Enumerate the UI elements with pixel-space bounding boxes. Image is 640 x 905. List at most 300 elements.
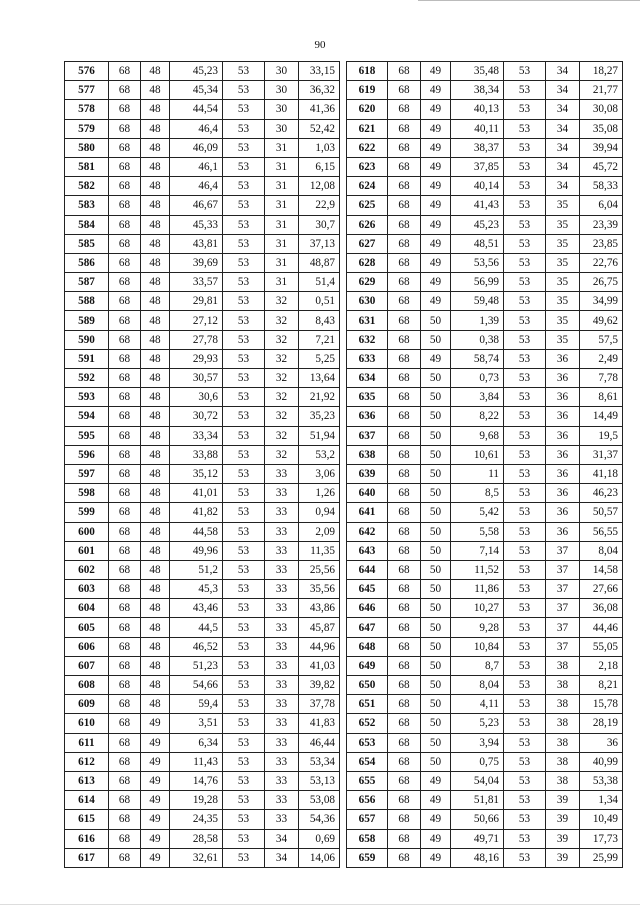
table-cell: 14,76 [170, 771, 223, 790]
table-cell: 53 [504, 560, 546, 579]
table-row [347, 426, 623, 445]
table-row [347, 580, 623, 599]
table-cell: 32 [265, 407, 299, 426]
table-cell: 53 [504, 541, 546, 560]
table-cell: 53 [504, 330, 546, 349]
table-cell: 35 [546, 273, 580, 292]
table-cell: 8,04 [451, 676, 504, 695]
table-cell: 53 [223, 599, 265, 618]
table-cell: 49 [421, 119, 451, 138]
table-cell: 68 [109, 311, 141, 330]
table-cell: 30 [265, 81, 299, 100]
table-row [65, 330, 340, 349]
row-number-cell: 590 [65, 330, 109, 349]
table-cell: 31 [265, 234, 299, 253]
table-cell: 36 [546, 503, 580, 522]
table-cell: 53 [223, 426, 265, 445]
row-number-cell: 658 [347, 829, 388, 848]
table-cell: 48 [141, 311, 170, 330]
table-cell: 49 [421, 791, 451, 810]
table-cell: 24,35 [170, 810, 223, 829]
row-number-cell: 603 [65, 580, 109, 599]
table-cell: 44,5 [170, 618, 223, 637]
table-cell: 48 [141, 369, 170, 388]
table-cell: 32 [265, 330, 299, 349]
table-cell: 53 [223, 388, 265, 407]
table-cell: 44,96 [299, 637, 340, 656]
table-cell: 36,08 [580, 599, 623, 618]
table-cell: 44,58 [170, 522, 223, 541]
row-number-cell: 582 [65, 177, 109, 196]
row-number-cell: 578 [65, 100, 109, 119]
table-cell: 53 [504, 426, 546, 445]
table-cell: 68 [388, 484, 421, 503]
table-cell: 32 [265, 426, 299, 445]
table-cell: 0,75 [451, 752, 504, 771]
table-cell: 3,94 [451, 733, 504, 752]
row-number-cell: 623 [347, 157, 388, 176]
table-cell: 37 [546, 599, 580, 618]
row-number-cell: 628 [347, 253, 388, 272]
page-number: 90 [314, 39, 326, 51]
table-cell: 29,81 [170, 292, 223, 311]
table-cell: 30,08 [580, 100, 623, 119]
table-row [65, 752, 340, 771]
table-cell: 33 [265, 580, 299, 599]
table-row [347, 100, 623, 119]
table-row [65, 62, 340, 81]
table-cell: 49 [421, 157, 451, 176]
table-cell: 53 [504, 292, 546, 311]
table-cell: 53 [223, 791, 265, 810]
table-row [65, 848, 340, 867]
table-row [347, 62, 623, 81]
table-cell: 68 [388, 215, 421, 234]
table-cell: 68 [388, 273, 421, 292]
table-cell: 30 [265, 119, 299, 138]
table-cell: 68 [388, 311, 421, 330]
table-cell: 1,26 [299, 484, 340, 503]
table-cell: 68 [109, 62, 141, 81]
table-cell: 53 [223, 503, 265, 522]
table-cell: 33 [265, 560, 299, 579]
table-cell: 49 [421, 292, 451, 311]
table-row [65, 426, 340, 445]
table-row [347, 273, 623, 292]
row-number-cell: 604 [65, 599, 109, 618]
table-cell: 39 [546, 829, 580, 848]
table-cell: 9,68 [451, 426, 504, 445]
table-cell: 53 [504, 196, 546, 215]
table-cell: 30 [265, 100, 299, 119]
table-cell: 50 [421, 656, 451, 675]
table-cell: 37,78 [299, 695, 340, 714]
row-number-cell: 647 [347, 618, 388, 637]
table-cell: 53 [504, 464, 546, 483]
table-cell: 53 [223, 541, 265, 560]
table-cell: 22,76 [580, 253, 623, 272]
table-row [65, 119, 340, 138]
table-cell: 22,9 [299, 196, 340, 215]
row-number-cell: 632 [347, 330, 388, 349]
table-cell: 34 [265, 848, 299, 867]
table-cell: 68 [109, 292, 141, 311]
table-cell: 56,99 [451, 273, 504, 292]
table-cell: 32 [265, 292, 299, 311]
table-cell: 53 [504, 771, 546, 790]
row-number-cell: 630 [347, 292, 388, 311]
table-cell: 33 [265, 810, 299, 829]
table-row [65, 560, 340, 579]
table-cell: 41,36 [299, 100, 340, 119]
table-cell: 44,54 [170, 100, 223, 119]
row-number-cell: 620 [347, 100, 388, 119]
table-cell: 43,81 [170, 234, 223, 253]
table-cell: 49 [421, 848, 451, 867]
row-number-cell: 615 [65, 810, 109, 829]
table-cell: 17,73 [580, 829, 623, 848]
table-cell: 68 [388, 714, 421, 733]
table-cell: 68 [109, 464, 141, 483]
row-number-cell: 607 [65, 656, 109, 675]
table-cell: 49 [421, 215, 451, 234]
table-cell: 5,58 [451, 522, 504, 541]
table-cell: 11,52 [451, 560, 504, 579]
table-cell: 19,28 [170, 791, 223, 810]
table-cell: 68 [388, 369, 421, 388]
table-cell: 38 [546, 771, 580, 790]
table-row [347, 445, 623, 464]
table-row [347, 656, 623, 675]
table-cell: 37,85 [451, 157, 504, 176]
table-cell: 53 [223, 273, 265, 292]
table-cell: 68 [388, 119, 421, 138]
table-row [65, 618, 340, 637]
table-cell: 25,99 [580, 848, 623, 867]
table-cell: 68 [109, 695, 141, 714]
table-cell: 48 [141, 196, 170, 215]
table-row [347, 292, 623, 311]
row-number-cell: 616 [65, 829, 109, 848]
row-number-cell: 619 [347, 81, 388, 100]
table-cell: 68 [109, 676, 141, 695]
table-cell: 53 [223, 119, 265, 138]
table-cell: 38 [546, 752, 580, 771]
table-cell: 36 [546, 369, 580, 388]
table-cell: 38 [546, 656, 580, 675]
table-cell: 68 [109, 196, 141, 215]
table-cell: 49 [141, 771, 170, 790]
table-cell: 48 [141, 177, 170, 196]
table-cell: 50 [421, 330, 451, 349]
table-cell: 49,62 [580, 311, 623, 330]
row-number-cell: 595 [65, 426, 109, 445]
table-cell: 10,49 [580, 810, 623, 829]
table-cell: 49 [421, 349, 451, 368]
table-cell: 38 [546, 695, 580, 714]
table-row [65, 637, 340, 656]
table-cell: 29,93 [170, 349, 223, 368]
table-cell: 57,5 [580, 330, 623, 349]
table-cell: 48 [141, 100, 170, 119]
table-cell: 68 [109, 349, 141, 368]
table-cell: 49 [421, 273, 451, 292]
table-cell: 48 [141, 138, 170, 157]
table-cell: 53 [223, 752, 265, 771]
table-cell: 28,58 [170, 829, 223, 848]
table-cell: 46,4 [170, 177, 223, 196]
table-cell: 49 [421, 234, 451, 253]
table-cell: 68 [109, 215, 141, 234]
table-cell: 37 [546, 637, 580, 656]
table-cell: 41,18 [580, 464, 623, 483]
table-cell: 68 [388, 771, 421, 790]
row-number-cell: 594 [65, 407, 109, 426]
table-cell: 53 [504, 618, 546, 637]
table-cell: 49 [141, 752, 170, 771]
table-row [347, 810, 623, 829]
table-cell: 58,33 [580, 177, 623, 196]
table-cell: 68 [388, 848, 421, 867]
table-cell: 53 [223, 733, 265, 752]
table-cell: 49 [141, 791, 170, 810]
table-row [347, 119, 623, 138]
row-number-cell: 606 [65, 637, 109, 656]
table-cell: 68 [109, 656, 141, 675]
table-cell: 41,83 [299, 714, 340, 733]
table-cell: 68 [388, 599, 421, 618]
table-cell: 36 [580, 733, 623, 752]
table-cell: 50 [421, 407, 451, 426]
table-cell: 48 [141, 695, 170, 714]
table-cell: 53 [504, 215, 546, 234]
table-cell: 49,96 [170, 541, 223, 560]
table-cell: 8,7 [451, 656, 504, 675]
table-cell: 34,99 [580, 292, 623, 311]
table-cell: 68 [388, 810, 421, 829]
table-cell: 68 [388, 330, 421, 349]
table-cell: 49 [141, 733, 170, 752]
table-cell: 59,48 [451, 292, 504, 311]
table-cell: 15,78 [580, 695, 623, 714]
table-cell: 48,87 [299, 253, 340, 272]
table-cell: 53 [504, 503, 546, 522]
table-cell: 68 [109, 752, 141, 771]
table-cell: 53 [223, 656, 265, 675]
table-cell: 31 [265, 273, 299, 292]
table-cell: 53 [504, 407, 546, 426]
table-cell: 50 [421, 752, 451, 771]
table-cell: 35 [546, 292, 580, 311]
table-cell: 53 [223, 522, 265, 541]
table-row [347, 215, 623, 234]
row-number-cell: 651 [347, 695, 388, 714]
table-cell: 33,15 [299, 62, 340, 81]
table-cell: 3,06 [299, 464, 340, 483]
table-cell: 21,77 [580, 81, 623, 100]
table-cell: 53 [223, 445, 265, 464]
table-cell: 43,86 [299, 599, 340, 618]
table-row [65, 349, 340, 368]
table-cell: 50 [421, 464, 451, 483]
table-cell: 31,37 [580, 445, 623, 464]
table-cell: 46,52 [170, 637, 223, 656]
table-cell: 68 [388, 196, 421, 215]
row-number-cell: 608 [65, 676, 109, 695]
table-cell: 68 [109, 791, 141, 810]
row-number-cell: 633 [347, 349, 388, 368]
table-cell: 48 [141, 273, 170, 292]
table-cell: 48 [141, 253, 170, 272]
table-cell: 53 [504, 637, 546, 656]
table-cell: 36 [546, 522, 580, 541]
table-cell: 33 [265, 771, 299, 790]
table-cell: 50 [421, 369, 451, 388]
table-cell: 48 [141, 388, 170, 407]
table-cell: 56,55 [580, 522, 623, 541]
table-cell: 23,85 [580, 234, 623, 253]
table-row [347, 253, 623, 272]
table-cell: 68 [109, 771, 141, 790]
table-cell: 45,23 [451, 215, 504, 234]
table-cell: 1,39 [451, 311, 504, 330]
table-row [65, 791, 340, 810]
table-cell: 10,84 [451, 637, 504, 656]
table-cell: 49,71 [451, 829, 504, 848]
table-cell: 3,51 [170, 714, 223, 733]
table-cell: 68 [388, 426, 421, 445]
row-number-cell: 659 [347, 848, 388, 867]
table-cell: 53 [504, 157, 546, 176]
table-cell: 68 [388, 791, 421, 810]
table-row [347, 676, 623, 695]
table-cell: 48 [141, 503, 170, 522]
table-cell: 33 [265, 484, 299, 503]
table-row [347, 829, 623, 848]
table-cell: 68 [109, 714, 141, 733]
table-row [65, 656, 340, 675]
coordinates-table-left [64, 61, 340, 868]
table-row [65, 177, 340, 196]
table-cell: 53 [223, 484, 265, 503]
table-cell: 53 [504, 676, 546, 695]
table-cell: 0,94 [299, 503, 340, 522]
table-cell: 68 [109, 177, 141, 196]
table-cell: 49 [421, 100, 451, 119]
table-cell: 53 [504, 484, 546, 503]
table-cell: 41,82 [170, 503, 223, 522]
table-row [65, 388, 340, 407]
table-cell: 34 [546, 81, 580, 100]
table-cell: 68 [109, 848, 141, 867]
table-cell: 41,43 [451, 196, 504, 215]
row-number-cell: 637 [347, 426, 388, 445]
table-row [65, 407, 340, 426]
table-cell: 68 [388, 62, 421, 81]
table-cell: 11,35 [299, 541, 340, 560]
table-cell: 51,23 [170, 656, 223, 675]
row-number-cell: 629 [347, 273, 388, 292]
table-row [65, 580, 340, 599]
table-row [347, 407, 623, 426]
table-cell: 35,56 [299, 580, 340, 599]
table-cell: 49 [141, 829, 170, 848]
table-cell: 36 [546, 464, 580, 483]
table-cell: 35 [546, 196, 580, 215]
table-row [347, 560, 623, 579]
table-cell: 68 [109, 81, 141, 100]
table-cell: 68 [388, 407, 421, 426]
table-cell: 45,72 [580, 157, 623, 176]
table-cell: 68 [388, 637, 421, 656]
table-cell: 68 [109, 330, 141, 349]
table-cell: 35,48 [451, 62, 504, 81]
row-number-cell: 614 [65, 791, 109, 810]
table-cell: 33 [265, 791, 299, 810]
table-cell: 48 [141, 656, 170, 675]
table-cell: 68 [109, 733, 141, 752]
table-cell: 38 [546, 714, 580, 733]
row-number-cell: 617 [65, 848, 109, 867]
table-cell: 11,86 [451, 580, 504, 599]
table-cell: 31 [265, 215, 299, 234]
table-cell: 48 [141, 522, 170, 541]
table-row [347, 541, 623, 560]
table-cell: 53 [504, 599, 546, 618]
table-row [65, 369, 340, 388]
table-cell: 21,92 [299, 388, 340, 407]
table-cell: 53 [223, 349, 265, 368]
table-cell: 11 [451, 464, 504, 483]
table-cell: 51,4 [299, 273, 340, 292]
table-cell: 33 [265, 714, 299, 733]
table-cell: 46,67 [170, 196, 223, 215]
table-row [65, 464, 340, 483]
table-cell: 31 [265, 157, 299, 176]
row-number-cell: 591 [65, 349, 109, 368]
table-cell: 40,14 [451, 177, 504, 196]
row-number-cell: 576 [65, 62, 109, 81]
table-cell: 51,2 [170, 560, 223, 579]
row-number-cell: 593 [65, 388, 109, 407]
row-number-cell: 653 [347, 733, 388, 752]
table-cell: 6,04 [580, 196, 623, 215]
table-cell: 40,99 [580, 752, 623, 771]
table-cell: 50 [421, 580, 451, 599]
table-cell: 53 [504, 829, 546, 848]
table-cell: 49 [421, 771, 451, 790]
table-cell: 39,82 [299, 676, 340, 695]
row-number-cell: 586 [65, 253, 109, 272]
table-cell: 18,27 [580, 62, 623, 81]
table-cell: 68 [109, 810, 141, 829]
table-row [347, 522, 623, 541]
table-cell: 48 [141, 81, 170, 100]
table-cell: 26,75 [580, 273, 623, 292]
table-cell: 34 [546, 157, 580, 176]
table-cell: 46,4 [170, 119, 223, 138]
row-number-cell: 641 [347, 503, 388, 522]
table-cell: 50 [421, 541, 451, 560]
table-cell: 12,08 [299, 177, 340, 196]
table-cell: 53 [504, 100, 546, 119]
table-cell: 53 [504, 253, 546, 272]
row-number-cell: 645 [347, 580, 388, 599]
table-cell: 35 [546, 311, 580, 330]
table-cell: 0,73 [451, 369, 504, 388]
table-cell: 68 [109, 234, 141, 253]
table-row [347, 695, 623, 714]
